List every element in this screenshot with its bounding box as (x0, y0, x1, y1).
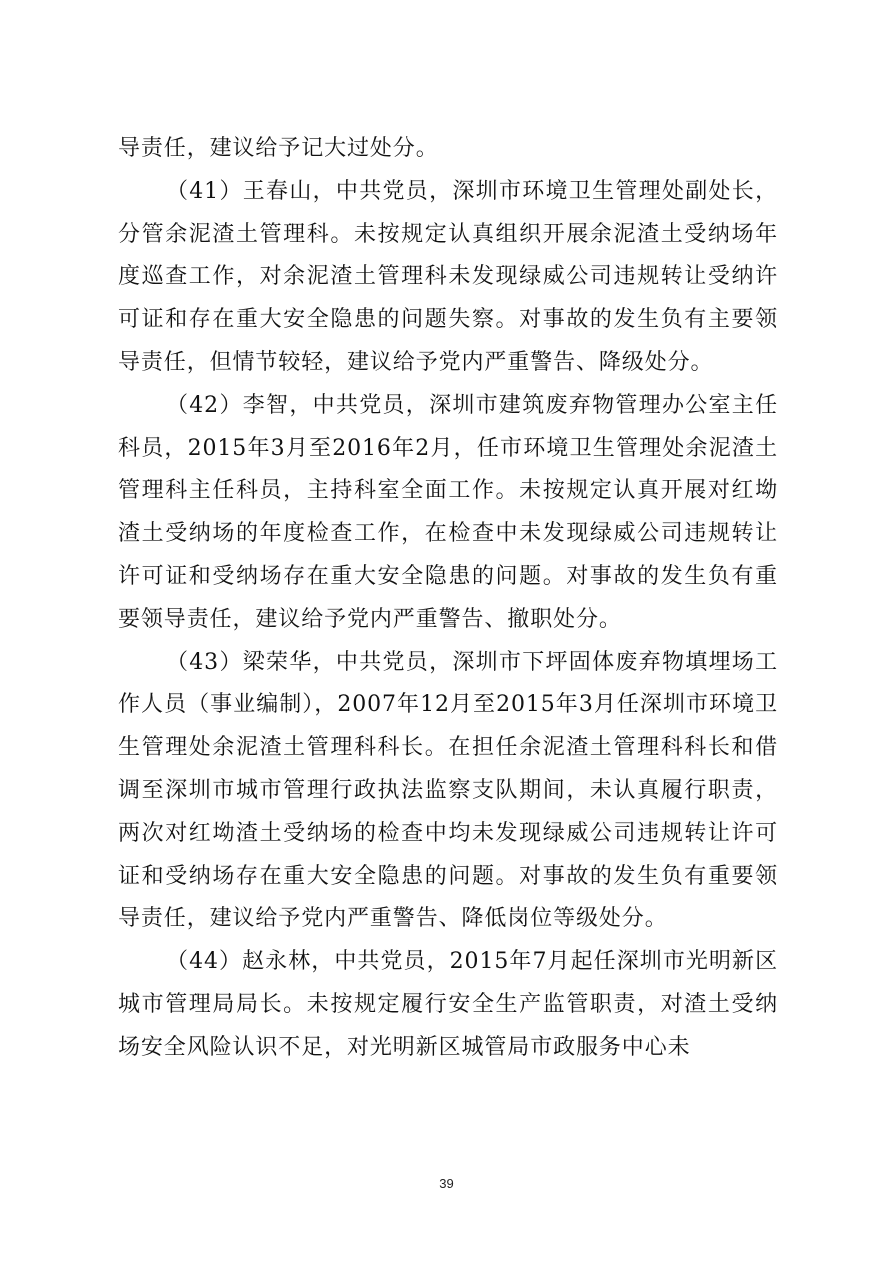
paragraph-item-43: （43）梁荣华，中共党员，深圳市下坪固体废弃物填埋场工作人员（事业编制），2007年12月至2015年3月任深圳市环境卫生管理处余泥渣土管理科科长。在担任余泥渣土管理科科长和借调至深圳市城市管理行政执法监察支队期间，未认真履行职责，两次对红坳渣土受纳场的检查中均未发现绿威公司违规转让许可证和受纳场存在重大安全隐患的问题。对事故的发生负有重要领导责任，建议给予党内严重警告、降低岗位等级处分。 (118, 649, 778, 932)
paragraph-continuation: 导责任，建议给予记大过处分。 (118, 136, 439, 161)
paragraph-item-44: （44）赵永林，中共党员，2015年7月起任深圳市光明新区城市管理局局长。未按规定履行安全生产监管职责，对渣土受纳场安全风险认识不足，对光明新区城管局市政服务中心未 (118, 949, 778, 1060)
paragraph-item-42: （42）李智，中共党员，深圳市建筑废弃物管理办公室主任科员，2015年3月至2016年2月，任市环境卫生管理处余泥渣土管理科主任科员，主持科室全面工作。未按规定认真开展对红坳渣土受纳场的年度检查工作，在检查中未发现绿威公司违规转让许可证和受纳场存在重大安全隐患的问题。对事故的发生负有重要领导责任，建议给予党内严重警告、撤职处分。 (118, 392, 778, 632)
paragraph-item-41: （41）王春山，中共党员，深圳市环境卫生管理处副处长，分管余泥渣土管理科。未按规定认真组织开展余泥渣土受纳场年度巡查工作，对余泥渣土管理科未发现绿威公司违规转让受纳许可证和存在重大安全隐患的问题失察。对事故的发生负有主要领导责任，但情节较轻，建议给予党内严重警告、降级处分。 (118, 178, 778, 375)
page-number: 39 (439, 1176, 454, 1191)
document-body (118, 128, 778, 1070)
